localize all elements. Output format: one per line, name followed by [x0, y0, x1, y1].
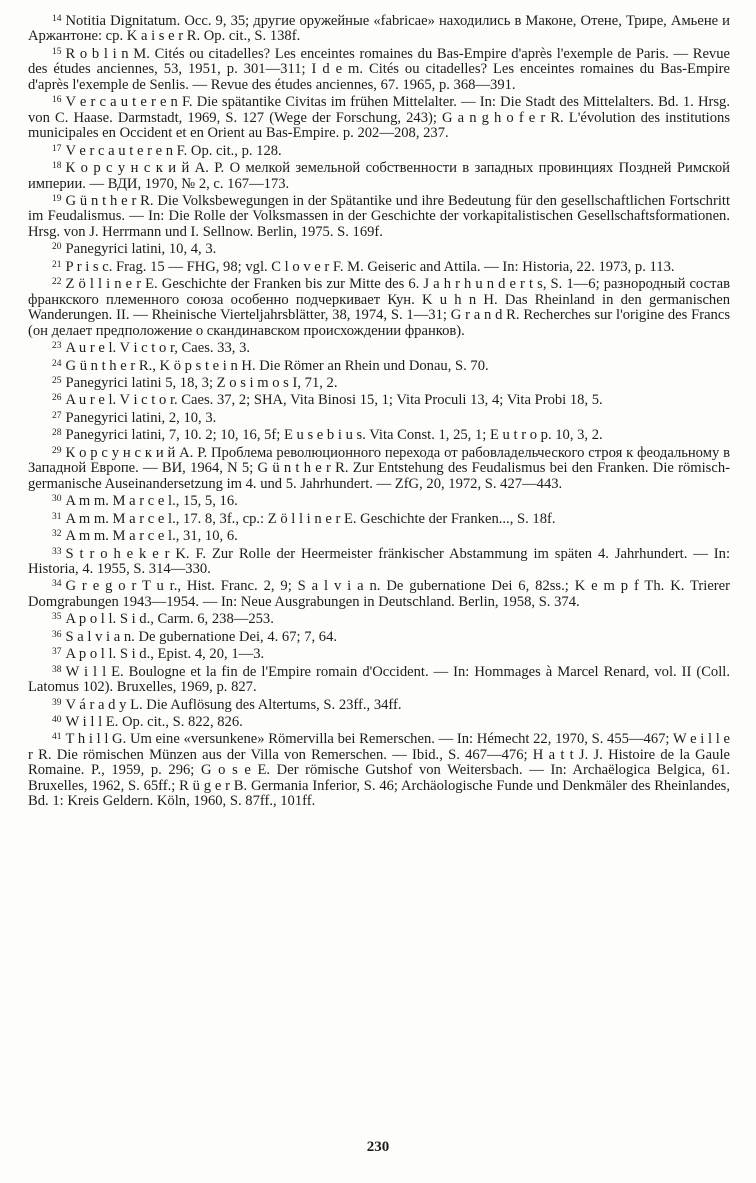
footnote-text: G ü n t h e r R., K ö p s t e i n H. Die Römer an Rhein und Donau, S. 70.	[65, 357, 489, 374]
footnote	[28, 527, 730, 544]
footnote-number: 39	[52, 697, 62, 708]
footnote-number: 23	[52, 341, 62, 352]
page-number: 230	[366, 1139, 390, 1155]
footnote	[28, 409, 730, 426]
footnote	[28, 240, 730, 257]
footnote	[28, 339, 730, 356]
footnote-number: 35	[52, 612, 62, 623]
footnote-number: 22	[52, 277, 62, 288]
footnote-number: 41	[52, 732, 62, 743]
footnote-text: G ü n t h e r R. Die Volksbewegungen in der Spätantike und ihre Bedeutung für den gesellschaftlichen Fortschritt im Feudalismus. — In: Die Rolle der Volksmassen in der Geschichte der vorkapitalistischen Gesellschaftsformationen. Hrsg. von J. Herrmann und I. Sellnow. Berlin, 1975. S. 169f.	[28, 192, 730, 240]
footnote-number: 26	[52, 393, 62, 404]
footnote-text: V e r c a u t e r e n F. Die spätantike Civitas im frühen Mittelalter. — In: Die Stadt des Mittelalters. Bd. 1. Hrsg. von C. Haase. Darmstadt, 1969, S. 127 (Wege der Forschung, 243); G a n g h o f e r R. L'évolution des institutions municipales en Occident et en Orient au Bas-Empire. p. 202—208, 237.	[28, 94, 730, 142]
footnote	[28, 12, 730, 45]
footnote-text: A p o l l. S i d., Carm. 6, 238—253.	[65, 611, 274, 628]
footnote-text: T h i l l G. Um eine «versunkene» Römervilla bei Remerschen. — In: Hémecht 22, 1970, S. 455—467; W e i l l e r R. Die römischen Münzen aus der Villa von Remerschen. — Ibid., S. 467—476; H a t t J. J. Histoire de la Gaule Romaine. P., 1959, p. 296; G o s e E. Der römische Gutshof von Weitersbach. — In: Archaëlogica Belgica, 61. Bruxelles, 1962, S. 65ff.; R ü g e r B. Germania Inferior, S. 46; Archäologische Funde und Denkmäler des Rheinlandes, Bd. 1: Kreis Geldern. Köln, 1960, S. 87ff., 101ff.	[28, 731, 730, 810]
footnote-number: 32	[52, 529, 62, 540]
footnote-number: 30	[52, 494, 62, 505]
footnote-text: A u r e l. V i c t o r, Caes. 33, 3.	[65, 340, 251, 357]
footnote	[28, 492, 730, 509]
footnote-text: S a l v i a n. De gubernatione Dei, 4. 67; 7, 64.	[65, 628, 338, 645]
footnote	[28, 628, 730, 645]
footnote	[28, 730, 730, 809]
footnote-number: 38	[52, 664, 62, 675]
footnote	[28, 45, 730, 93]
footnote-text: A m m. M a r c e l., 15, 5, 16.	[65, 493, 238, 510]
footnote-number: 31	[52, 511, 62, 522]
footnote	[28, 510, 730, 527]
footnotes-list	[28, 12, 730, 810]
footnote-text: R o b l i n M. Cités ou citadelles? Les enceintes romaines du Bas-Empire d'après l'exemple de Paris. — Revue des études anciennes, 53, 1951, p. 301—311; I d e m. Cités ou citadelles? Les enceintes romaines du Bas-Empire d'après l'exemple de Senlis. — Revue des études anciennes, 67. 1965, p. 368—391.	[28, 45, 730, 93]
footnote-text: Z ö l l i n e r E. Geschichte der Franken bis zur Mitte des 6. J a h r h u n d e r t s, S. 1—6; разнородный состав франкского племенного союза особенно подчеркивает Кун. K u h n H. Das Rheinland in den germanischen Wanderungen. II. — Rheinische Vierteljahrsblätter, 38, 1974, S. 1—31; G r a n d R. Recherches sur l'origine des Francs (он делает предположение о скандинавском происхождении франков).	[28, 276, 730, 339]
footnote-text: К о р с у н с к и й А. Р. О мелкой земельной собственности в западных провинциях Поздней Римской империи. — ВДИ, 1970, № 2, с. 167—173.	[28, 160, 730, 192]
footnote-text: К о р с у н с к и й А. Р. Проблема революционного перехода от рабовладельческого строя к феодальному в Западной Европе. — ВИ, 1964, N 5; G ü n t h e r R. Zur Entstehung des Feudalismus bei den Franken. Die römisch-germanische Auseinandersetzung im 4. und 5. Jahrhundert. — ZfG, 20, 1972, S. 427—443.	[28, 444, 730, 492]
footnote	[28, 391, 730, 408]
footnote	[28, 275, 730, 339]
footnote-number: 21	[52, 259, 62, 270]
footnote	[28, 426, 730, 443]
footnote-number: 18	[52, 161, 62, 172]
footnote-number: 24	[52, 358, 62, 369]
footnote-number: 29	[52, 445, 62, 456]
footnote	[28, 444, 730, 492]
footnote-text: V e r c a u t e r e n F. Op. cit., p. 128.	[65, 142, 282, 159]
footnote-number: 37	[52, 647, 62, 658]
footnote-number: 34	[52, 579, 62, 590]
footnote-number: 33	[52, 546, 62, 557]
footnote-text: P r i s c. Frag. 15 — FHG, 98; vgl. C l o v e r F. M. Geiseric and Attila. — In: Historia, 22. 1973, p. 113.	[65, 258, 675, 275]
footnote-text: S t r o h e k e r K. F. Zur Rolle der Heermeister fränkischer Abstammung im späten 4. Jahrhundert. — In: Historia, 4. 1955, S. 314—330.	[28, 545, 730, 577]
footnote-number: 40	[52, 715, 62, 726]
footnote-text: Panegyrici latini, 2, 10, 3.	[65, 409, 217, 426]
footnote-text: A m m. M a r c e l., 31, 10, 6.	[65, 528, 238, 545]
footnote-number: 16	[52, 95, 62, 106]
footnote-number: 27	[52, 410, 62, 421]
footnote	[28, 663, 730, 696]
footnote	[28, 713, 730, 730]
footnote	[28, 159, 730, 192]
footnote	[28, 192, 730, 240]
footnote-text: A p o l l. S i d., Epist. 4, 20, 1—3.	[65, 646, 265, 663]
footnote-text: A u r e l. V i c t o r. Caes. 37, 2; SHA, Vita Binosi 15, 1; Vita Proculi 13, 4; Vita Probi 18, 5.	[65, 392, 603, 409]
footnote-number: 36	[52, 629, 62, 640]
footnote-text: Panegyrici latini, 10, 4, 3.	[65, 241, 217, 258]
footnote	[28, 577, 730, 610]
footnote-text: W i l l E. Boulogne et la fin de l'Empire romain d'Occident. — In: Hommages à Marcel Renard, vol. II (Coll. Latomus 102). Bruxelles, 1969, p. 827.	[28, 663, 730, 696]
footnote-number: 20	[52, 242, 62, 253]
footnote-text: V á r a d y L. Die Auflösung des Altertums, S. 23ff., 34ff.	[65, 696, 402, 713]
footnote	[28, 610, 730, 627]
footnote	[28, 696, 730, 713]
footnote-number: 28	[52, 428, 62, 439]
footnote	[28, 93, 730, 141]
footnote-text: Notitia Dignitatum. Occ. 9, 35; другие оружейные «fabricae» находились в Маконе, Отене, Трире, Амьене и Аржантоне: ср. K a i s e r R. Op. cit., S. 138f.	[28, 13, 730, 45]
footnote-number: 17	[52, 143, 62, 154]
footnote-number: 14	[52, 14, 62, 24]
footnote	[28, 258, 730, 275]
footnote-text: G r e g o r T u r., Hist. Franc. 2, 9; S a l v i a n. De gubernatione Dei 6, 82ss.; K e m p f Th. K. Trierer Domgrabungen 1943—1954. — In: Neue Ausgrabungen in Deutschland. Berlin, 1958, S. 374.	[28, 578, 730, 610]
footnote	[28, 142, 730, 159]
footnote-text: A m m. M a r c e l., 17. 8, 3f., ср.: Z ö l l i n e r E. Geschichte der Franken..., S. 18f.	[65, 510, 556, 527]
footnote-text: Panegyrici latini, 7, 10. 2; 10, 16, 5f; E u s e b i u s. Vita Const. 1, 25, 1; E u t r o p. 10, 3, 2.	[65, 427, 603, 444]
footnote-text: Panegyrici latini 5, 18, 3; Z o s i m o s I, 71, 2.	[65, 374, 338, 391]
footnote-number: 19	[52, 193, 62, 204]
footnote	[28, 545, 730, 578]
footnote-text: W i l l E. Op. cit., S. 822, 826.	[65, 714, 243, 731]
footnote	[28, 645, 730, 662]
footnote	[28, 357, 730, 374]
footnote	[28, 374, 730, 391]
footnote-number: 25	[52, 375, 62, 386]
footnote-number: 15	[52, 46, 62, 57]
